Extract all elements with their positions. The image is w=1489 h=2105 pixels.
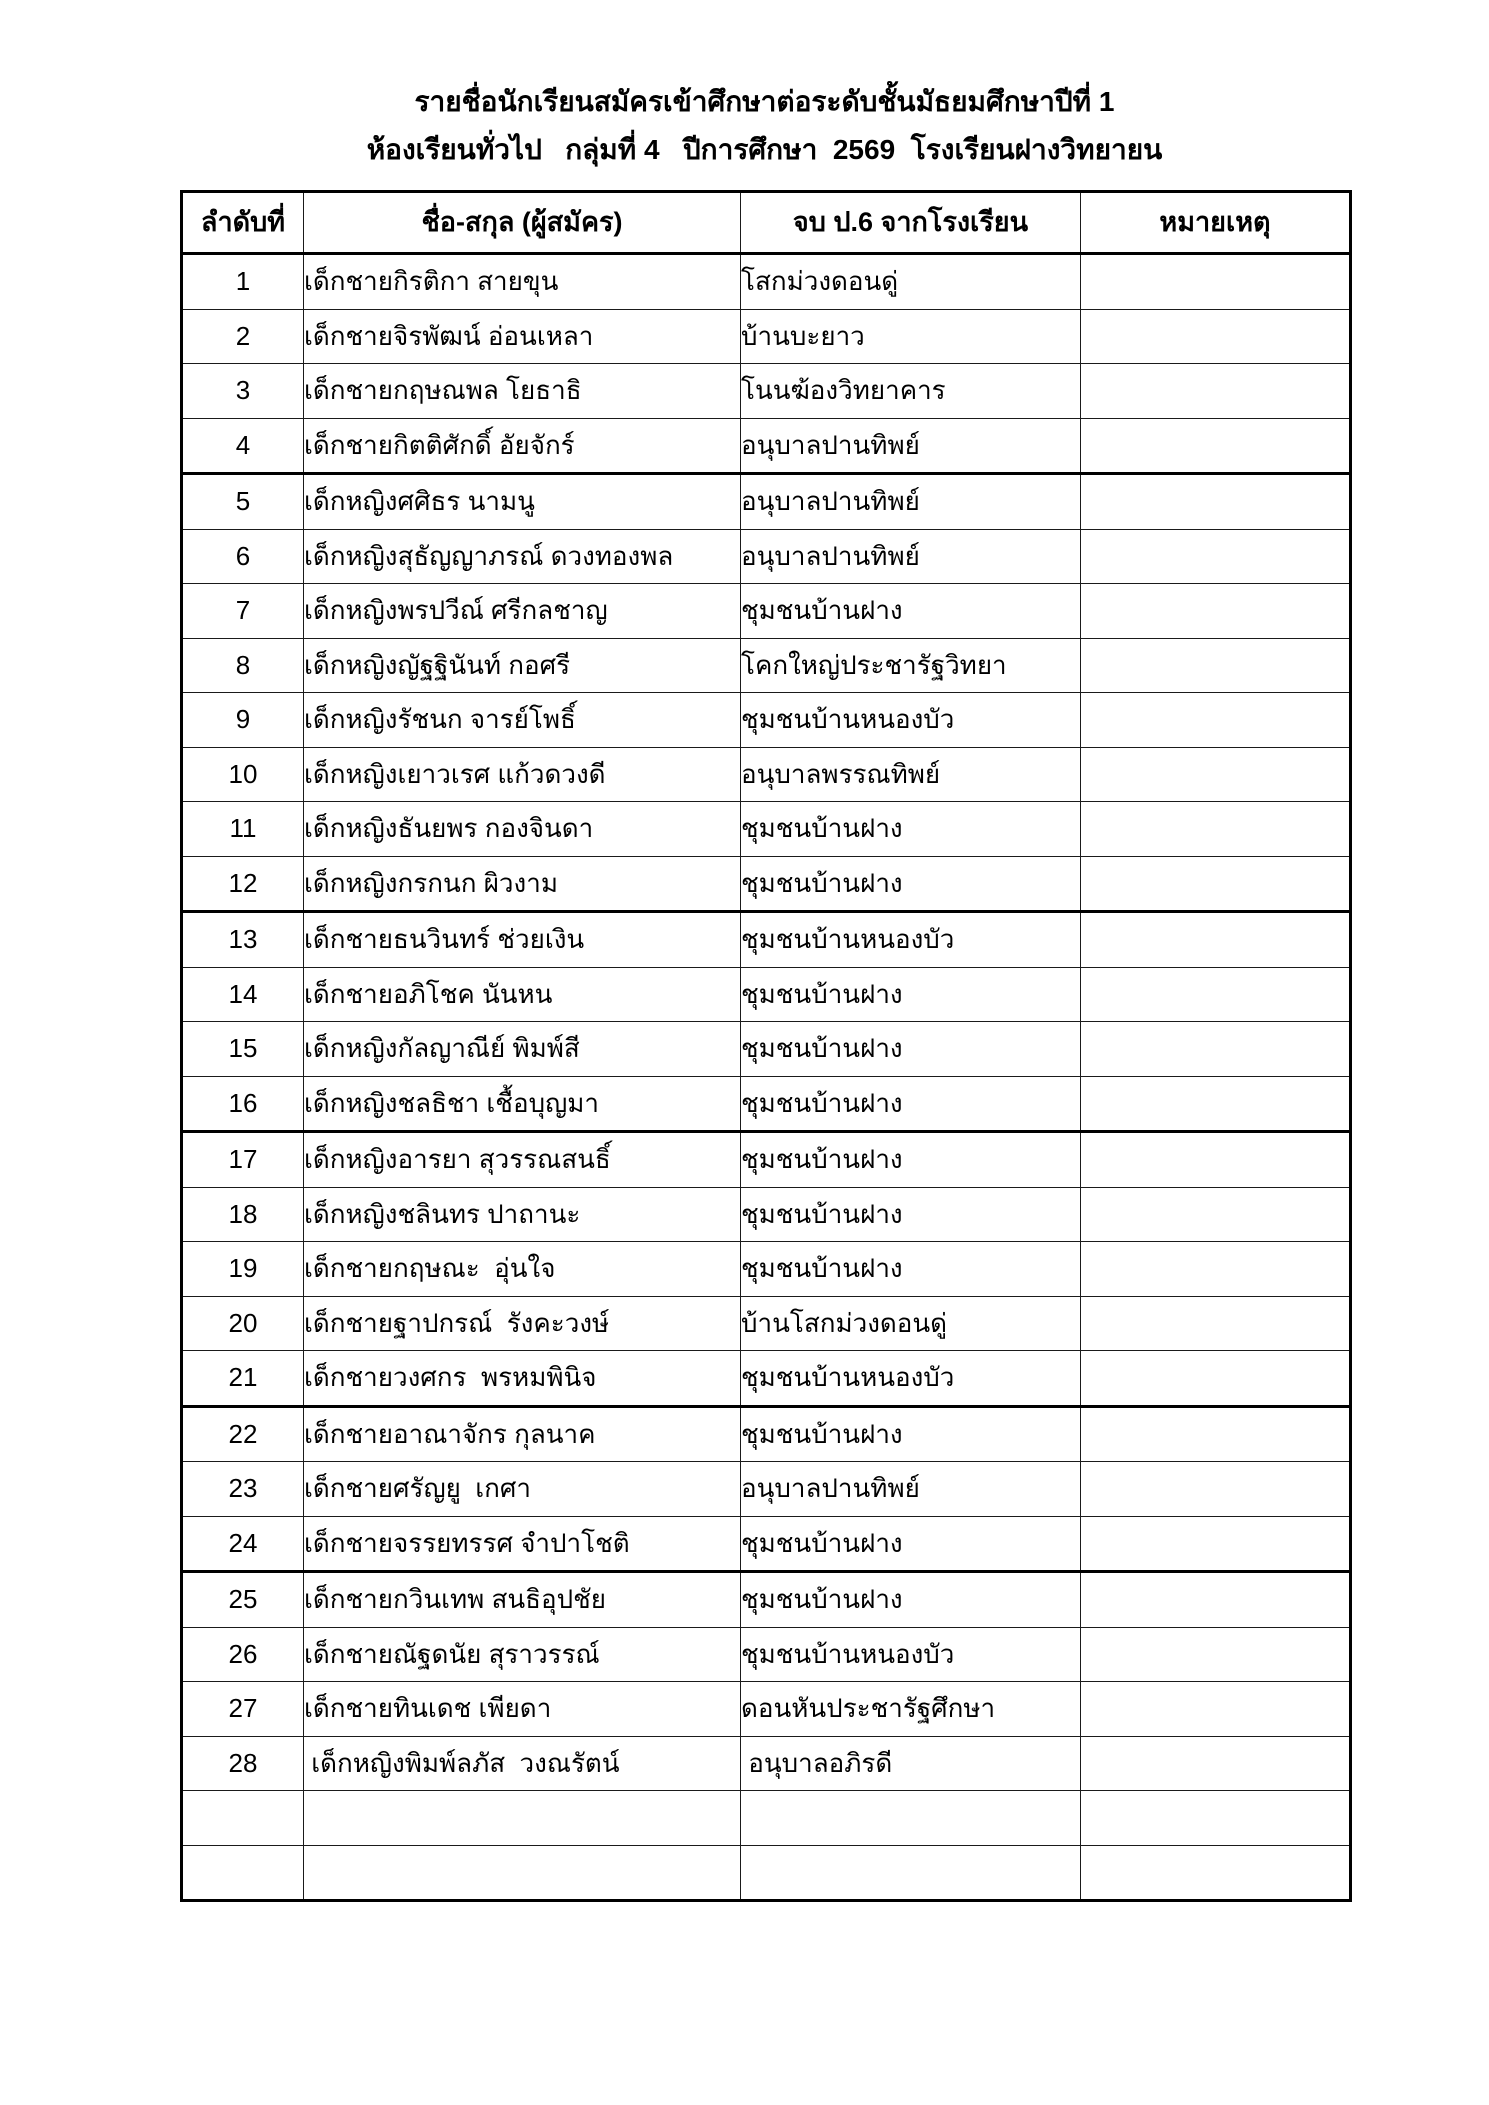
note-cell — [1081, 1627, 1351, 1682]
document-title-line2: ห้องเรียนทั่วไป กลุ่มที่ 4 ปีการศึกษา 2569 โรงเรียนฝางวิทยายน — [366, 134, 1163, 165]
school-cell: ชุมชนบ้านฝาง — [741, 1022, 1081, 1077]
note-cell — [1081, 1296, 1351, 1351]
note-cell — [1081, 1791, 1351, 1846]
table-row — [182, 529, 1351, 584]
row-number-cell: 5 — [182, 474, 304, 530]
row-number-cell: 20 — [182, 1296, 304, 1351]
table-row — [182, 747, 1351, 802]
row-number-cell: 8 — [182, 638, 304, 693]
student-name-cell: เด็กหญิงเยาวเรศ แก้วดวงดี — [304, 747, 741, 802]
student-name-cell — [304, 1791, 741, 1846]
school-cell: อนุบาลปานทิพย์ — [741, 474, 1081, 530]
school-cell: โนนฆ้องวิทยาคาร — [741, 364, 1081, 419]
school-cell — [741, 1845, 1081, 1901]
row-number-cell — [182, 1845, 304, 1901]
student-roster-table — [180, 190, 1352, 1902]
school-cell: ชุมชนบ้านหนองบัว — [741, 1627, 1081, 1682]
school-cell: อนุบาลปานทิพย์ — [741, 1462, 1081, 1517]
table-row — [182, 1682, 1351, 1737]
table-row — [182, 1462, 1351, 1517]
school-cell: ชุมชนบ้านฝาง — [741, 1076, 1081, 1132]
note-cell — [1081, 1132, 1351, 1188]
row-number-cell: 17 — [182, 1132, 304, 1188]
note-cell — [1081, 693, 1351, 748]
table-row — [182, 1572, 1351, 1628]
school-cell: ชุมชนบ้านหนองบัว — [741, 912, 1081, 968]
student-name-cell: เด็กชายจิรพัฒน์ อ่อนเหลา — [304, 309, 741, 364]
row-number-cell — [182, 1791, 304, 1846]
student-name-cell: เด็กชายทินเดช เพียดา — [304, 1682, 741, 1737]
school-cell: ชุมชนบ้านฝาง — [741, 967, 1081, 1022]
school-cell: ชุมชนบ้านฝาง — [741, 1242, 1081, 1297]
note-cell — [1081, 1406, 1351, 1462]
note-cell — [1081, 309, 1351, 364]
row-number-cell: 26 — [182, 1627, 304, 1682]
school-cell: บ้านโสกม่วงดอนดู่ — [741, 1296, 1081, 1351]
note-cell — [1081, 474, 1351, 530]
school-cell: อนุบาลพรรณทิพย์ — [741, 747, 1081, 802]
student-name-cell: เด็กหญิงญัฐฐินันท์ กอศรี — [304, 638, 741, 693]
table-row — [182, 638, 1351, 693]
note-cell — [1081, 254, 1351, 310]
table-row — [182, 1351, 1351, 1407]
table-row — [182, 1076, 1351, 1132]
note-cell — [1081, 529, 1351, 584]
student-name-cell: เด็กหญิงชลธิชา เชื้อบุญมา — [304, 1076, 741, 1132]
table-row — [182, 1627, 1351, 1682]
note-cell — [1081, 584, 1351, 639]
row-number-cell: 4 — [182, 418, 304, 474]
document-title-line1: รายชื่อนักเรียนสมัครเข้าศึกษาต่อระดับชั้นมัธยมศึกษาปีที่ 1 — [414, 86, 1115, 117]
note-cell — [1081, 1187, 1351, 1242]
school-cell — [741, 1791, 1081, 1846]
header-remarks: หมายเหตุ — [1081, 192, 1351, 254]
table-row — [182, 418, 1351, 474]
table-row — [182, 1187, 1351, 1242]
note-cell — [1081, 1351, 1351, 1407]
row-number-cell: 1 — [182, 254, 304, 310]
row-number-cell: 13 — [182, 912, 304, 968]
student-name-cell: เด็กหญิงธันยพร กองจินดา — [304, 802, 741, 857]
table-row — [182, 1022, 1351, 1077]
row-number-cell: 16 — [182, 1076, 304, 1132]
note-cell — [1081, 1076, 1351, 1132]
table-row — [182, 967, 1351, 1022]
note-cell — [1081, 638, 1351, 693]
table-row — [182, 1516, 1351, 1572]
row-number-cell: 27 — [182, 1682, 304, 1737]
table-row — [182, 693, 1351, 748]
school-cell: ดอนหันประชารัฐศึกษา — [741, 1682, 1081, 1737]
row-number-cell: 28 — [182, 1736, 304, 1791]
header-applicant-name: ชื่อ-สกุล (ผู้สมัคร) — [304, 192, 741, 254]
school-cell: ชุมชนบ้านฝาง — [741, 1132, 1081, 1188]
note-cell — [1081, 856, 1351, 912]
school-cell: ชุมชนบ้านหนองบัว — [741, 693, 1081, 748]
row-number-cell: 22 — [182, 1406, 304, 1462]
note-cell — [1081, 418, 1351, 474]
school-cell: ชุมชนบ้านฝาง — [741, 802, 1081, 857]
row-number-cell: 25 — [182, 1572, 304, 1628]
table-row — [182, 584, 1351, 639]
note-cell — [1081, 364, 1351, 419]
row-number-cell: 15 — [182, 1022, 304, 1077]
table-row — [182, 1132, 1351, 1188]
table-row — [182, 1845, 1351, 1901]
student-name-cell: เด็กหญิงชลินทร ปาถานะ — [304, 1187, 741, 1242]
student-name-cell: เด็กหญิงพรปวีณ์ ศรีกลชาญ — [304, 584, 741, 639]
table-row — [182, 309, 1351, 364]
school-cell: โสกม่วงดอนดู่ — [741, 254, 1081, 310]
school-cell: ชุมชนบ้านฝาง — [741, 1572, 1081, 1628]
student-name-cell: เด็กชายวงศกร พรหมพินิจ — [304, 1351, 741, 1407]
student-name-cell: เด็กชายอภิโชค นันหน — [304, 967, 741, 1022]
table-row — [182, 474, 1351, 530]
row-number-cell: 14 — [182, 967, 304, 1022]
student-name-cell: เด็กชายกวินเทพ สนธิอุปชัย — [304, 1572, 741, 1628]
note-cell — [1081, 967, 1351, 1022]
school-cell: ชุมชนบ้านฝาง — [741, 1187, 1081, 1242]
note-cell — [1081, 802, 1351, 857]
table-row — [182, 1296, 1351, 1351]
student-name-cell: เด็กชายกฤษณะ อุ่นใจ — [304, 1242, 741, 1297]
student-table-body — [182, 254, 1351, 1901]
row-number-cell: 9 — [182, 693, 304, 748]
school-cell: อนุบาลอภิรดี — [741, 1736, 1081, 1791]
student-name-cell: เด็กชายกิตติศักดิ์ อัยจักร์ — [304, 418, 741, 474]
note-cell — [1081, 747, 1351, 802]
note-cell — [1081, 1242, 1351, 1297]
note-cell — [1081, 1736, 1351, 1791]
row-number-cell: 23 — [182, 1462, 304, 1517]
student-name-cell: เด็กชายศรัญยู เกศา — [304, 1462, 741, 1517]
table-header-row — [182, 192, 1351, 254]
student-name-cell: เด็กชายณัฐดนัย สุราวรรณ์ — [304, 1627, 741, 1682]
table-row — [182, 856, 1351, 912]
student-name-cell: เด็กชายกฤษณพล โยธาธิ — [304, 364, 741, 419]
row-number-cell: 3 — [182, 364, 304, 419]
student-name-cell: เด็กหญิงอารยา สุวรรณสนธิ์ — [304, 1132, 741, 1188]
row-number-cell: 21 — [182, 1351, 304, 1407]
row-number-cell: 10 — [182, 747, 304, 802]
table-row — [182, 254, 1351, 310]
note-cell — [1081, 1462, 1351, 1517]
student-name-cell: เด็กหญิงรัชนก จารย์โพธิ์ — [304, 693, 741, 748]
row-number-cell: 2 — [182, 309, 304, 364]
school-cell: ชุมชนบ้านฝาง — [741, 584, 1081, 639]
table-row — [182, 1736, 1351, 1791]
student-name-cell: เด็กชายธนวินทร์ ช่วยเงิน — [304, 912, 741, 968]
school-cell: อนุบาลปานทิพย์ — [741, 418, 1081, 474]
school-cell: ชุมชนบ้านฝาง — [741, 1406, 1081, 1462]
table-row — [182, 364, 1351, 419]
note-cell — [1081, 1022, 1351, 1077]
note-cell — [1081, 1682, 1351, 1737]
table-row — [182, 1791, 1351, 1846]
student-name-cell: เด็กหญิงกัลญาณีย์ พิมพ์สี — [304, 1022, 741, 1077]
student-name-cell: เด็กชายฐาปกรณ์ รังคะวงษ์ — [304, 1296, 741, 1351]
student-name-cell: เด็กชายจรรยทรรศ จำปาโชติ — [304, 1516, 741, 1572]
school-cell: ชุมชนบ้านหนองบัว — [741, 1351, 1081, 1407]
student-name-cell: เด็กหญิงพิมพ์ลภัส วงณรัตน์ — [304, 1736, 741, 1791]
student-name-cell: เด็กหญิงศศิธร นามนู — [304, 474, 741, 530]
note-cell — [1081, 1572, 1351, 1628]
student-name-cell: เด็กชายอาณาจักร กุลนาค — [304, 1406, 741, 1462]
row-number-cell: 7 — [182, 584, 304, 639]
row-number-cell: 6 — [182, 529, 304, 584]
student-name-cell: เด็กหญิงสุธัญญาภรณ์ ดวงทองพล — [304, 529, 741, 584]
school-cell: อนุบาลปานทิพย์ — [741, 529, 1081, 584]
school-cell: ชุมชนบ้านฝาง — [741, 1516, 1081, 1572]
row-number-cell: 12 — [182, 856, 304, 912]
table-row — [182, 1406, 1351, 1462]
header-previous-school: จบ ป.6 จากโรงเรียน — [741, 192, 1081, 254]
student-name-cell — [304, 1845, 741, 1901]
school-cell: ชุมชนบ้านฝาง — [741, 856, 1081, 912]
school-cell: บ้านบะยาว — [741, 309, 1081, 364]
student-name-cell: เด็กชายกิรติกา สายขุน — [304, 254, 741, 310]
row-number-cell: 18 — [182, 1187, 304, 1242]
row-number-cell: 24 — [182, 1516, 304, 1572]
student-name-cell: เด็กหญิงกรกนก ผิวงาม — [304, 856, 741, 912]
header-order-number: ลำดับที่ — [182, 192, 304, 254]
row-number-cell: 11 — [182, 802, 304, 857]
table-row — [182, 1242, 1351, 1297]
note-cell — [1081, 912, 1351, 968]
table-row — [182, 802, 1351, 857]
row-number-cell: 19 — [182, 1242, 304, 1297]
note-cell — [1081, 1516, 1351, 1572]
table-row — [182, 912, 1351, 968]
document-content — [180, 0, 1349, 1902]
school-cell: โคกใหญ่ประชารัฐวิทยา — [741, 638, 1081, 693]
note-cell — [1081, 1845, 1351, 1901]
